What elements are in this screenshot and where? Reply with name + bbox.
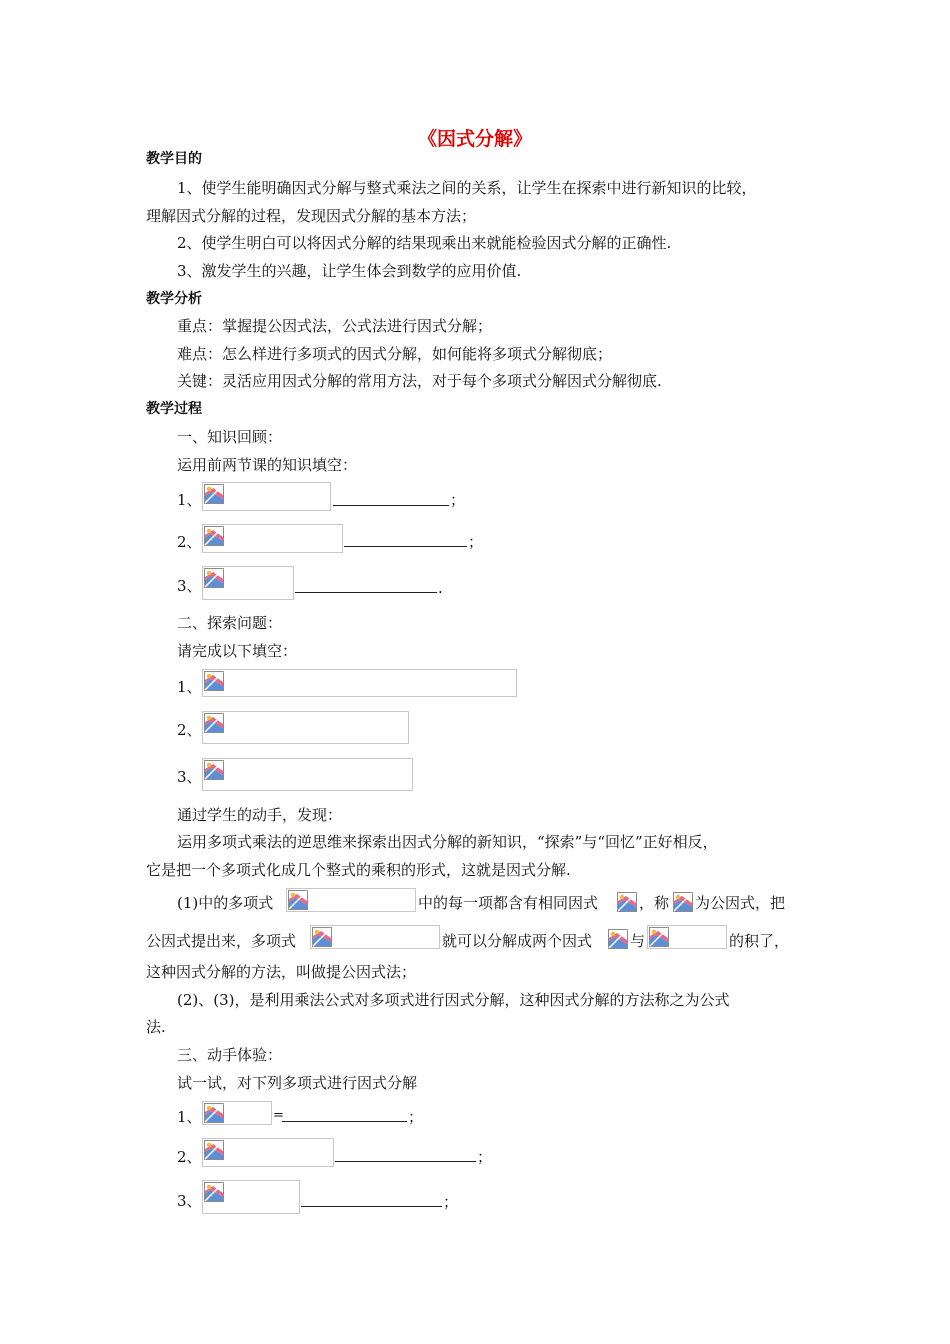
answer-blank-review-3[interactable] [295,592,437,593]
formula-method-line-1: (2)、(3)，是利用乘法公式对多项式进行因式分解，这种因式分解的方法称之为公式 [177,991,730,1009]
explore-item-2-number: 2、 [177,721,202,739]
factor-text-6: 就可以分解成两个因式 [442,932,593,950]
broken-image-icon [204,1140,224,1160]
step-2-heading: 二、探索问题： [177,614,283,632]
broken-image-icon [204,1103,224,1123]
broken-image-icon [204,1182,224,1202]
answer-blank-practice-3[interactable] [301,1206,442,1207]
objective-2: 2、使学生明白可以将因式分解的结果现乘出来就能检验因式分解的正确性. [177,234,672,252]
formula-image-common-factor [617,892,638,913]
factor-text-1: (1)中的多项式 [177,894,274,912]
formula-image-practice-1 [202,1101,272,1125]
review-item-2-number: 2、 [177,533,202,551]
semicolon: ； [408,1108,424,1126]
formula-image-factor-b [647,925,727,949]
objective-1-line-2: 理解因式分解的过程，发现因式分解的基本方法； [146,207,477,225]
broken-image-icon [204,760,224,780]
discovery-paragraph-line-2: 它是把一个多项式化成几个整式的乘积的形式，这就是因式分解. [146,861,571,879]
step-1-intro: 运用前两节课的知识填空： [177,456,358,474]
step-3-intro: 试一试，对下列多项式进行因式分解 [177,1074,418,1092]
broken-image-icon [204,671,224,691]
broken-image-icon [312,927,332,947]
factor-text-7: 与 [630,932,646,950]
semicolon: ； [468,533,484,551]
broken-image-icon [673,892,693,912]
step-2-intro: 请完成以下填空： [177,642,298,660]
review-item-1-number: 1、 [177,491,202,509]
step-1-heading: 一、知识回顾： [177,428,283,446]
broken-image-icon [204,713,224,733]
factor-text-2: 中的每一项都含有相同因式 [418,894,599,912]
objective-1-line-1: 1、使学生能明确因式分解与整式乘法之间的关系，让学生在探索中进行新知识的比较， [177,179,757,197]
practice-item-2-number: 2、 [177,1148,202,1166]
answer-blank-review-2[interactable] [344,546,467,547]
broken-image-icon [204,568,224,588]
page-title: 《因式分解》 [417,128,532,150]
broken-image-icon [288,890,308,910]
equals-sign: = [273,1108,284,1123]
answer-blank-practice-1[interactable] [282,1121,407,1122]
broken-image-icon [204,526,224,546]
step-3-heading: 三、动手体验： [177,1046,283,1064]
semicolon: ； [450,491,466,509]
formula-image-practice-2 [202,1138,334,1167]
formula-image-factor-a [608,929,629,950]
formula-image-polynomial-1 [286,888,416,912]
broken-image-icon [204,484,224,504]
analysis-key-point: 重点：掌握提公因式法，公式法进行因式分解； [177,317,493,335]
discovery-paragraph-line-1: 运用多项式乘法的逆思维来探索出因式分解的新知识，“探索”与“回忆”正好相反， [177,833,718,851]
formula-image-explore-1 [202,669,517,697]
explore-item-1-number: 1、 [177,678,202,696]
section-heading-analysis: 教学分析 [146,291,202,307]
answer-blank-practice-2[interactable] [335,1161,476,1162]
semicolon: ； [477,1148,493,1166]
formula-image-polynomial-2 [310,925,440,949]
factor-text-3: ，称 [639,894,670,912]
broken-image-icon [649,927,669,947]
practice-item-3-number: 3、 [177,1192,202,1210]
formula-image-explore-2 [202,711,409,744]
semicolon: ； [443,1193,459,1211]
factor-text-8: 的积了， [729,932,790,950]
section-heading-process: 教学过程 [146,401,202,417]
period: . [438,579,443,597]
formula-image-review-2 [202,524,343,553]
formula-image-explore-3 [202,758,413,791]
analysis-difficulty: 难点：怎么样进行多项式的因式分解，如何能将多项式分解彻底； [177,345,613,363]
formula-image-review-1 [202,482,331,511]
factor-text-4: 为公因式，把 [695,894,786,912]
broken-image-icon [617,892,637,912]
factor-text-9: 这种因式分解的方法，叫做提公因式法； [146,963,417,981]
analysis-crux: 关键：灵活应用因式分解的常用方法，对于每个多项式分解因式分解彻底. [177,372,662,390]
practice-item-1-number: 1、 [177,1108,202,1126]
formula-image-review-3 [202,566,294,600]
section-heading-objectives: 教学目的 [146,151,202,167]
broken-image-icon [608,929,628,949]
formula-image-common-factor-2 [673,892,694,913]
explore-item-3-number: 3、 [177,768,202,786]
answer-blank-review-1[interactable] [333,505,449,506]
factor-text-5: 公因式提出来，多项式 [146,932,297,950]
review-item-3-number: 3、 [177,577,202,595]
formula-image-practice-3 [202,1180,300,1214]
formula-method-line-2: 法. [146,1018,166,1036]
objective-3: 3、激发学生的兴趣，让学生体会到数学的应用价值. [177,262,522,280]
discovery-intro: 通过学生的动手，发现： [177,806,343,824]
